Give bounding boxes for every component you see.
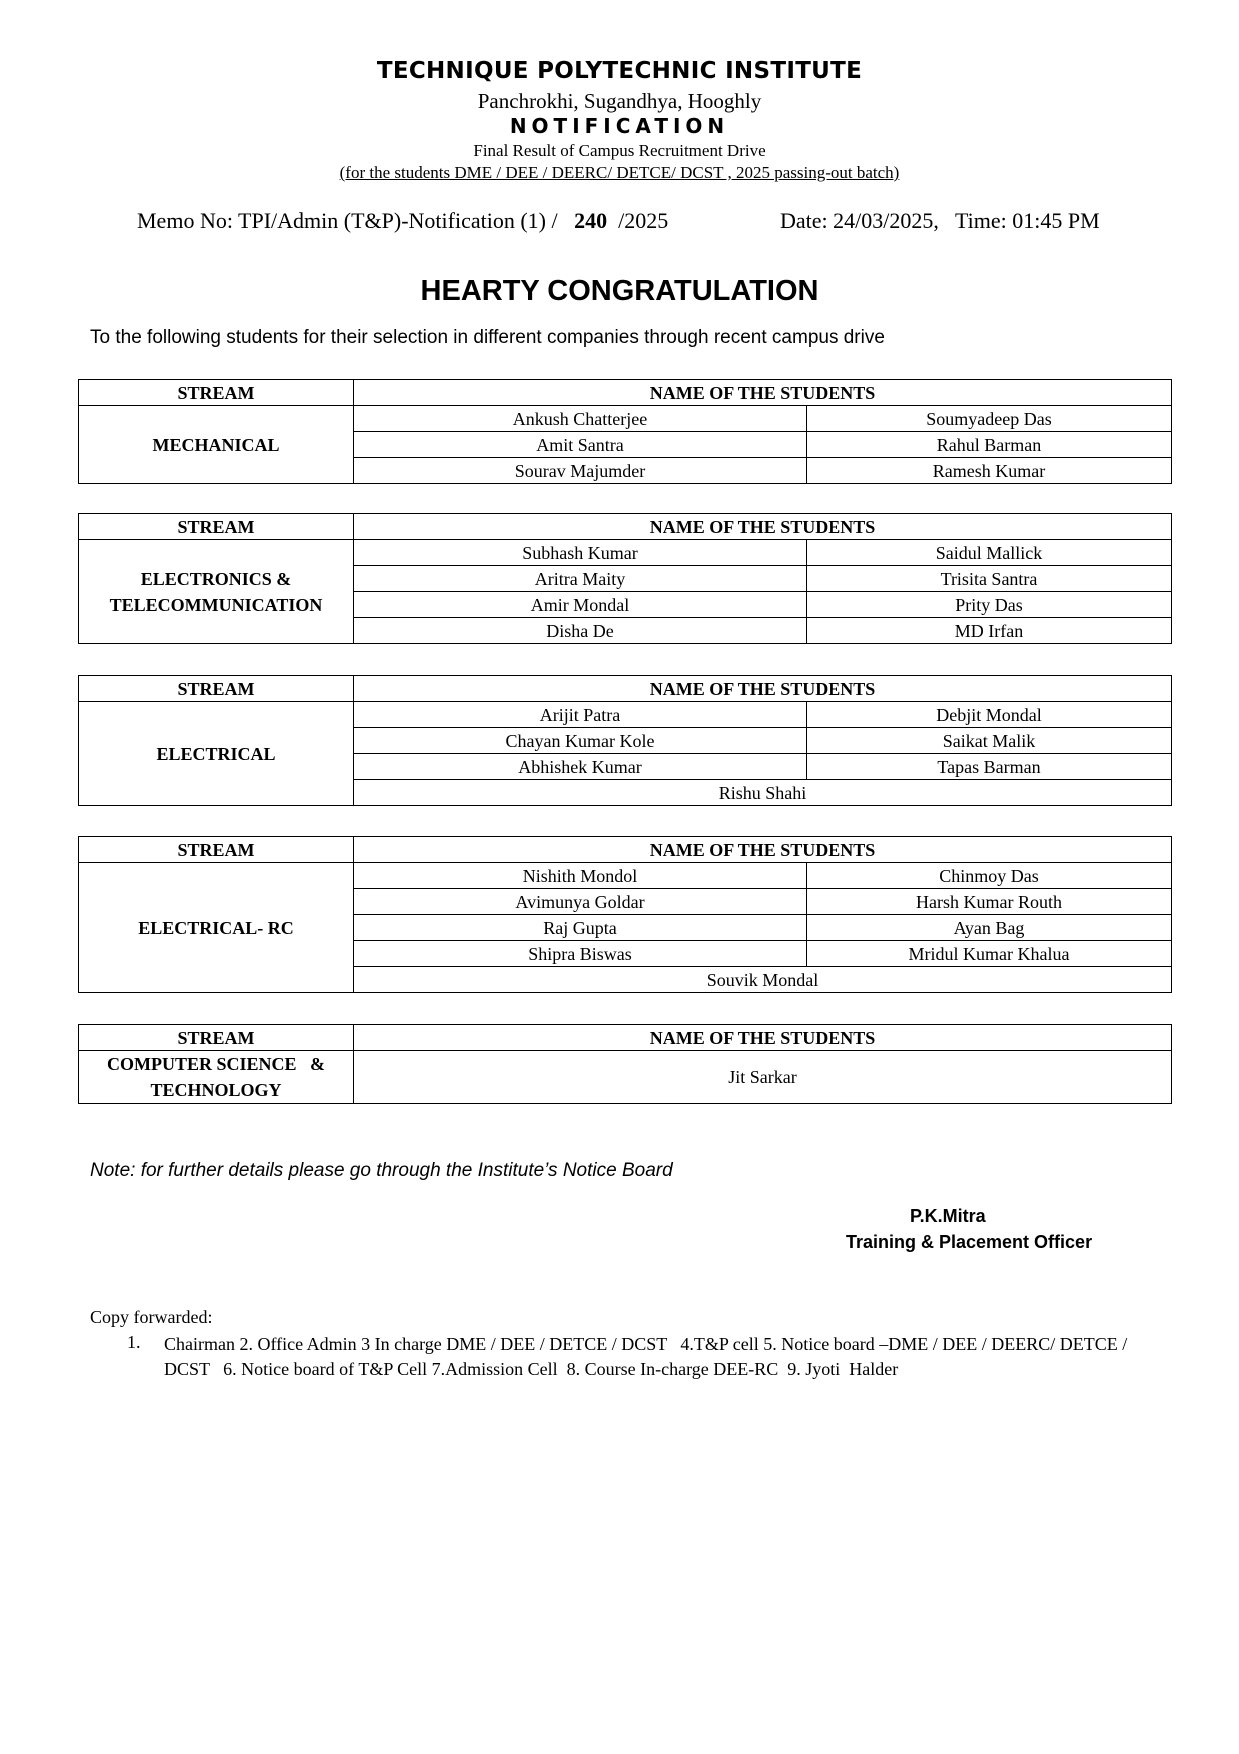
stream-name-line: ELECTRICAL- RC	[138, 917, 294, 938]
students-header: NAME OF THE STUDENTS	[354, 837, 1172, 863]
table-header-row	[79, 676, 1172, 702]
intro-text: To the following students for their selection in different companies through recent campus drive	[90, 327, 885, 348]
copy-forwarded-label: Copy forwarded:	[90, 1307, 213, 1327]
student-name: Ayan Bag	[807, 915, 1172, 941]
signatory-title: Training & Placement Officer	[846, 1232, 1093, 1252]
student-name: Mridul Kumar Khalua	[807, 941, 1172, 967]
copy-list-number: 1.	[127, 1332, 141, 1352]
batch-line	[0, 163, 1239, 183]
table-header-row	[79, 514, 1172, 540]
student-name: Jit Sarkar	[354, 1051, 1172, 1104]
student-name: Harsh Kumar Routh	[807, 889, 1172, 915]
table-row	[79, 1051, 1172, 1104]
student-name: Saidul Mallick	[807, 540, 1172, 566]
student-name: Avimunya Goldar	[354, 889, 807, 915]
institute-name: TECHNIQUE POLYTECHNIC INSTITUTE	[376, 58, 863, 84]
students-header: NAME OF THE STUDENTS	[354, 380, 1172, 406]
copy-forwarded-list: Chairman 2. Office Admin 3 In charge DME / DEE / DETCE / DCST 4.T&P cell 5. Notice board –DME / DEE / DEERC/ DETCE / DCST 6. Notice board of T&P Cell 7.Admission Cell 8. Course In-charge DEE-RC 9. Jyoti Halder	[164, 1334, 1132, 1379]
notification-subtitle: Final Result of Campus Recruitment Drive	[473, 141, 766, 160]
stream-table	[78, 513, 1172, 644]
table-header-row	[79, 380, 1172, 406]
student-name: Soumyadeep Das	[807, 406, 1172, 432]
students-header: NAME OF THE STUDENTS	[354, 676, 1172, 702]
student-name: Rishu Shahi	[354, 780, 1172, 806]
student-name: Ankush Chatterjee	[354, 406, 807, 432]
student-name: Arijit Patra	[354, 702, 807, 728]
student-name: Prity Das	[807, 592, 1172, 618]
stream-name	[79, 863, 354, 993]
stream-header: STREAM	[79, 837, 354, 863]
table-header-row	[79, 1025, 1172, 1051]
stream-name-line: ELECTRONICS &	[140, 568, 292, 589]
stream-name	[79, 1051, 354, 1104]
memo-serial: 240	[574, 208, 608, 233]
student-name: Amit Santra	[354, 432, 807, 458]
table-row	[79, 863, 1172, 889]
student-name: Subhash Kumar	[354, 540, 807, 566]
student-name: Disha De	[354, 618, 807, 644]
stream-name	[79, 540, 354, 644]
signatory-name: P.K.Mitra	[910, 1206, 986, 1226]
student-name: Sourav Majumder	[354, 458, 807, 484]
student-name: Ramesh Kumar	[807, 458, 1172, 484]
student-name: Abhishek Kumar	[354, 754, 807, 780]
student-name: Souvik Mondal	[354, 967, 1172, 993]
student-name: Nishith Mondol	[354, 863, 807, 889]
student-name: Chayan Kumar Kole	[354, 728, 807, 754]
note-text: Note: for further details please go through the Institute’s Notice Board	[90, 1160, 673, 1181]
student-name: Tapas Barman	[807, 754, 1172, 780]
memo-prefix: Memo No: TPI/Admin (T&P)-Notification (1) /	[137, 208, 575, 233]
stream-header: STREAM	[79, 676, 354, 702]
stream-table	[78, 1024, 1172, 1104]
congratulation-heading: HEARTY CONGRATULATION	[420, 275, 819, 307]
stream-table	[78, 379, 1172, 484]
memo-date-time: Date: 24/03/2025, Time: 01:45 PM	[780, 208, 1100, 233]
student-name: Aritra Maity	[354, 566, 807, 592]
batch-text: (for the students DME / DEE / DEERC/ DETCE/ DCST , 2025 passing-out batch)	[339, 163, 900, 182]
student-name: Raj Gupta	[354, 915, 807, 941]
notification-title: NOTIFICATION	[509, 114, 730, 138]
stream-table	[78, 675, 1172, 806]
stream-name	[79, 406, 354, 484]
stream-header: STREAM	[79, 380, 354, 406]
student-name: Saikat Malik	[807, 728, 1172, 754]
stream-name-line: MECHANICAL	[152, 434, 280, 455]
student-name: Amir Mondal	[354, 592, 807, 618]
memo-number	[137, 208, 668, 234]
memo-suffix: /2025	[607, 208, 669, 233]
stream-name	[79, 702, 354, 806]
student-name: Debjit Mondal	[807, 702, 1172, 728]
stream-header: STREAM	[79, 1025, 354, 1051]
table-row	[79, 702, 1172, 728]
student-name: Rahul Barman	[807, 432, 1172, 458]
institute-address: Panchrokhi, Sugandhya, Hooghly	[477, 89, 762, 113]
students-header: NAME OF THE STUDENTS	[354, 514, 1172, 540]
table-row	[79, 540, 1172, 566]
student-name: Trisita Santra	[807, 566, 1172, 592]
table-row	[79, 406, 1172, 432]
stream-name-line: ELECTRICAL	[156, 743, 276, 764]
stream-name-line: TELECOMMUNICATION	[109, 594, 323, 615]
student-name: Shipra Biswas	[354, 941, 807, 967]
table-header-row	[79, 837, 1172, 863]
students-header: NAME OF THE STUDENTS	[354, 1025, 1172, 1051]
student-name: Chinmoy Das	[807, 863, 1172, 889]
stream-table	[78, 836, 1172, 993]
stream-header: STREAM	[79, 514, 354, 540]
stream-name-line: TECHNOLOGY	[150, 1080, 282, 1100]
student-name: MD Irfan	[807, 618, 1172, 644]
stream-name-line: COMPUTER SCIENCE &	[106, 1054, 325, 1074]
